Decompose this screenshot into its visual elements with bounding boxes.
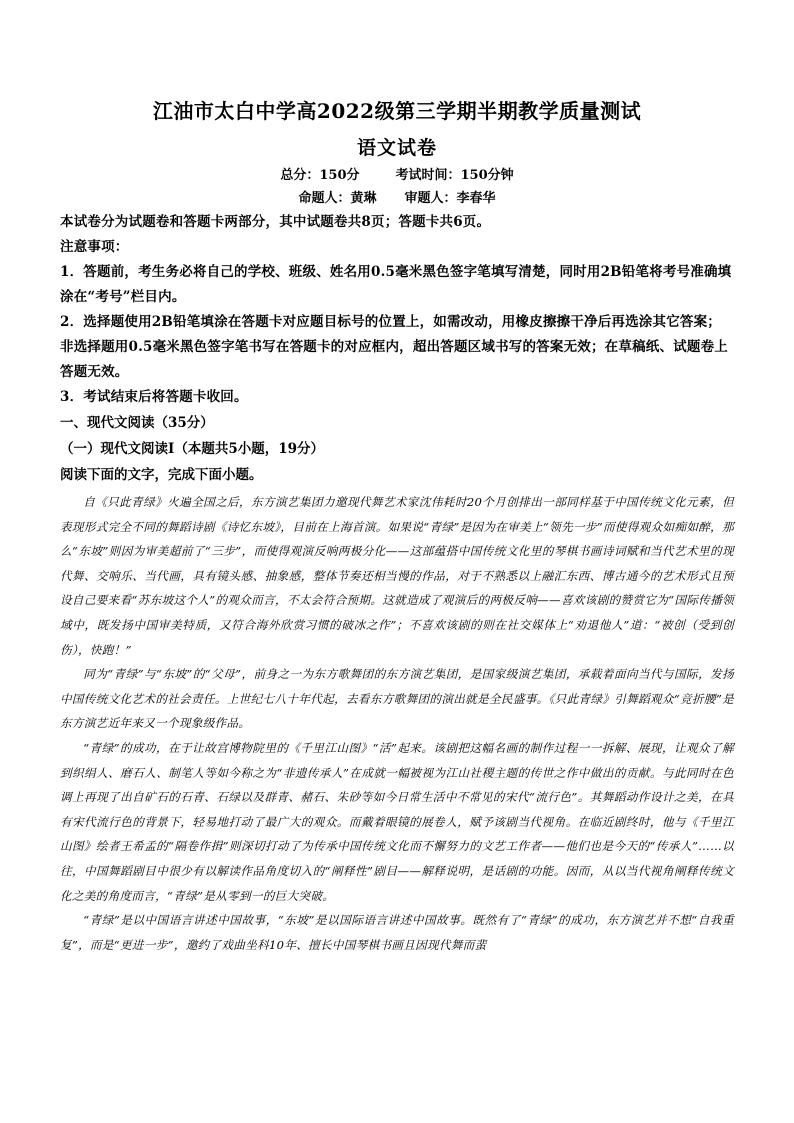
exam-title: 江油市太白中学高2022级第三学期半期教学质量测试 — [152, 99, 642, 123]
exam-subtitle: 语文试卷 — [356, 137, 437, 159]
section-heading: 一、现代文阅读（35分） — [60, 415, 214, 431]
total-score: 总分：150分 — [280, 168, 360, 183]
notice-item: 2．选择题使用2B铅笔填涂在答题卡对应题目标号的位置上，如需改动，用橡皮擦擦干净后再选涂其它答案；非选择题用0.5毫米黑色签字笔书写在答题卡的对应框内，超出答题区域书写的答案无效；在草稿纸、试题卷上答题无效。 — [60, 314, 728, 380]
reading-instruction: 阅读下面的文字，完成下面小题。 — [60, 467, 263, 483]
exam-time: 考试时间：150分钟 — [395, 168, 514, 183]
author-line — [60, 187, 734, 210]
passage-paragraph: 同为“青绿”与“东坡”的“父母”，前身之一为东方歌舞团的东方演艺集团，是国家级演艺集团，承载着面向当代与国际，发扬中国传统文化艺术的社会责任。上世纪七八十年代起，去看东方歌舞团的演出就是全民盛事。《只此青绿》引舞蹈观众“竞折腰”是东方演艺近年来又一个现象级作品。 — [60, 667, 734, 731]
score-time-line — [60, 164, 734, 187]
passage-paragraph: “青绿”的成功，在于让故宫博物院里的《千里江山图》“活”起来。该剧把这幅名画的制作过程一一拆解、展现，让观众了解到织绢人、磨石人、制笔人等如今称之为“非遗传承人”在成就一幅被视为江山社稷主题的传世之作中做出的贡献。与此同时在色调上再现了出自矿石的石青、石绿以及群青、赭石、朱砂等如今日常生活中不常见的宋代“流行色”。其舞蹈动作设计之美，在具有宋代流行色的背景下，轻易地打动了最广大的观众。而戴着眼镜的展卷人，赋予该剧当代视角。在临近剧终时，他与《千里江山图》绘者王希孟的“隔卷作揖”则深切打动了为传承中国传统文化而不懈努力的文艺工作者——他们也是今天的“传承人”……以往，中国舞蹈剧目中很少有以解读作品角度切入的“阐释性”剧目——解释说明，是话剧的功能。因而，从以当代视角阐释传统文化之美的角度而言，“青绿”是从零到一的巨大突破。 — [60, 740, 734, 903]
passage-paragraph: 自《只此青绿》火遍全国之后，东方演艺集团力邀现代舞艺术家沈伟耗时20个月创排出一部同样基于中国传统文化元素，但表现形式完全不同的舞蹈诗剧《诗忆东坡》，目前在上海首演。如果说“青绿”是因为在审美上“领先一步”而使得观众如痴如醉，那么“东坡”则因为审美超前了“三步”，而使得观演反响两极分化——这部蕴搭中国传统文化里的琴棋书画诗词赋和当代艺术里的现代舞、交响乐、当代画，具有镜头感、抽象感，整体节奏还相当慢的作品，对于不熟悉以上融汇东西、博古通今的艺术形式且预设自己要来看“苏东坡这个人”的观众而言，不太会符合预期。这就造成了观演后的两极反响——喜欢该剧的赞赏它为“国际传播领域中，既发扬中国审美特质，又符合海外欣赏习惯的破冰之作”；不喜欢该剧的则在社交媒体上“劝退他人”道：“被创（受到创伤），快跑！” — [60, 495, 734, 657]
notice-item: 1．答题前，考生务必将自己的学校、班级、姓名用0.5毫米黑色签字笔填写清楚，同时用2B铅笔将考号准确填涂在“考号”栏目内。 — [60, 264, 732, 305]
author: 命题人：黄琳 — [298, 191, 377, 206]
notice-heading: 注意事项： — [60, 239, 129, 255]
reviewer: 审题人：李春华 — [404, 191, 496, 206]
intro-text: 本试卷分为试题卷和答题卡两部分，其中试题卷共8页；答题卡共6页。 — [60, 214, 491, 230]
passage-paragraph: “青绿”是以中国语言讲述中国故事，“东坡”是以国际语言讲述中国故事。既然有了“青绿”的成功，东方演艺并不想“自我重复”，而是“更进一步”，邀约了戏曲坐科10年、擅长中国琴棋书画且因现代舞而蜚 — [60, 913, 734, 952]
notice-item: 3．考试结束后将答题卡收回。 — [60, 389, 248, 405]
section-subheading: （一）现代文阅读Ⅰ（本题共5小题，19分） — [60, 441, 324, 457]
reading-passage — [60, 490, 734, 957]
